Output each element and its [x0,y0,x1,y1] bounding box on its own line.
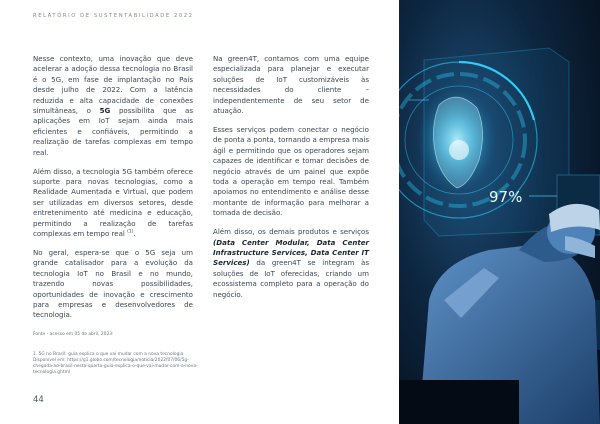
hero-image-surgeon-hud [399,0,600,424]
footnote-ref: (1) [127,229,134,235]
hud-percent-readout: 97% [489,188,523,206]
bold-keyword: 5G [99,106,111,116]
left-paragraph-3: No geral, espera-se que o 5G seja um grande catalisador para a evolução da tecnologia IoT no Brasil e no mundo, trazendo novas possibilidades, oportunidades de inovação e crescimento para empresas e desenvolvedores de tecnologia. [33,247,193,320]
text: possibilita que as aplicações em IoT sejam ainda mais eficientes e confiáveis, permitindo a realização de tarefas complexas em tempo real. [33,106,194,157]
footnote-source: Fonte - acesso em 05 de abril, 2023: [33,332,114,337]
emphasized-services: (Data Center Modular, Data Center Infrastructure Services, Data Center IT Services) [213,237,369,268]
report-header: RELATÓRIO DE SUSTENTABILIDADE 2022 [33,13,194,19]
left-paragraph-2 [33,167,193,240]
right-column [213,54,369,308]
text: Além disso, a tecnologia 5G também oferece suporte para novas tecnologias, como a Realidade Aumentada e Virtual, que podem ser utilizadas em diversos setores, desde entretenimento até medicina e educação, permitindo a realização de tarefas complexas em tempo real [33,166,193,238]
footnotes [33,332,208,376]
text: Nesse contexto, uma inovação que deve acelerar a adoção dessa tecnologia no Brasil é o 5G, em fase de implantação no País desde julho de 2022. Com a latência reduzida e alta capacidade de conexões simultâneas, o [33,54,193,116]
right-paragraph-1: Na green4T, contamos com uma equipe especializada para planejar e executar soluções de IoT customizáveis às necessidades do cliente – independentemente de seu setor de atuação. [213,54,369,116]
text: Além disso, os demais produtos e serviços [213,227,369,237]
right-paragraph-3 [213,227,369,300]
left-column [33,54,193,329]
footnote-1: 1. 5G no Brasil: guia explica o que vai mudar com a nova tecnologia. Disponível em: https://g1.globo.com/tecnologia/noticia/2022/07/06/5g-chegada-ao-brasil-nesta-quarta-guia-explica-o-que-vai-mudar-com-a-nova-tecnologia.ghtml [33,352,198,375]
page-number: 44 [33,395,44,405]
text: da green4T se integram às soluções de IoT oferecidas, criando um ecossistema completo para a operação do negócio. [213,258,369,299]
text: . [133,229,136,238]
left-paragraph-1 [33,54,193,158]
right-paragraph-2: Esses serviços podem conectar o negócio de ponta a ponta, tornando a empresa mais ágil e permitindo que os operadores sejam capazes de identificar e tomar decisões de negócio através de um painel que expõe toda a operação em tempo real. Também apoiamos no entendimento e análise desse montante de informação para melhorar a tomada de decisão. [213,124,369,218]
surgeon-hologram-illustration [399,0,600,424]
